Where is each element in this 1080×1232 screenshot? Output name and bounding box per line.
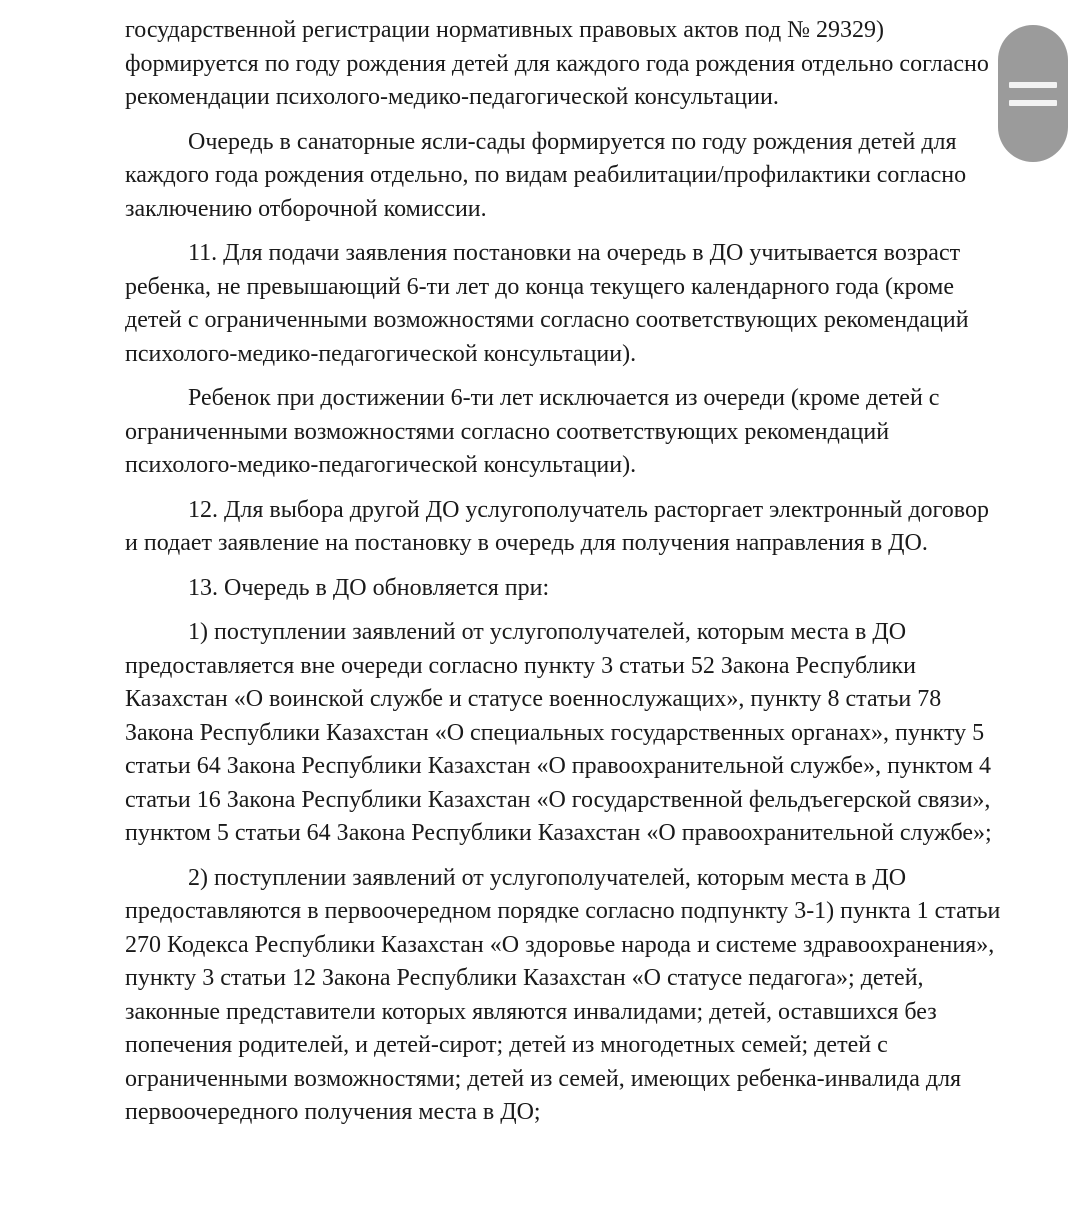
scroll-handle-button[interactable]: [998, 25, 1068, 162]
document-page: [125, 14, 1005, 1141]
paragraph-subitem-2: 2) поступлении заявлений от услугополучателей, которым места в ДО предоставляются в первоочередном порядке согласно подпункту 3-1) пункта 1 статьи 270 Кодекса Республики Казахстан «О здоровье народа и системе здравоохранения», пункту 3 статьи 12 Закона Республики Казахстан «О статусе педагога»; детей, законные представители которых являются инвалидами; детей, оставшихся без попечения родителей, и детей-сирот; детей из многодетных семей; детей с ограниченными возможностями; детей из семей, имеющих ребенка-инвалида для первоочередного получения места в ДО;: [125, 864, 1001, 1125]
paragraph-item-12: 12. Для выбора другой ДО услугополучатель расторгает электронный договор и подает заявление на постановку в очередь для получения направления в ДО.: [125, 496, 989, 556]
paragraph-sanatorium-queue: Очередь в санаторные ясли-сады формируется по году рождения детей для каждого года рождения отдельно, по видам реабилитации/профилактики согласно заключению отборочной комиссии.: [125, 128, 967, 222]
drag-handle-icon: [998, 25, 1068, 162]
paragraph-subitem-1: 1) поступлении заявлений от услугополучателей, которым места в ДО предоставляется вне очереди согласно пункту 3 статьи 52 Закона Республики Казахстан «О воинской службе и статусе военнослужащих», пункту 8 статьи 78 Закона Республики Казахстан «О специальных государственных органах», пункту 5 статьи 64 Закона Республики Казахстан «О правоохранительной службе», пунктом 4 статьи 16 Закона Республики Казахстан «О государственной фельдъегерской связи», пунктом 5 статьи 64 Закона Республики Казахстан «О правоохранительной службе»;: [125, 619, 992, 846]
paragraph-registration-continuation: государственной регистрации нормативных правовых актов под № 29329) формируется по году рождения детей для каждого года рождения отдельно согласно рекомендации психолого-медико-педагогической консультации.: [125, 17, 989, 110]
paragraph-child-exclusion: Ребенок при достижении 6-ти лет исключается из очереди (кроме детей с ограниченными возможностями согласно соответствующих рекомендаций психолого-медико-педагогической консультации).: [125, 385, 940, 478]
paragraph-item-13: 13. Очередь в ДО обновляется при:: [188, 574, 550, 601]
paragraph-item-11: 11. Для подачи заявления постановки на очередь в ДО учитывается возраст ребенка, не превышающий 6-ти лет до конца текущего календарного года (кроме детей с ограниченными возможностями согласно соответствующих рекомендаций психолого-медико-педагогической консультации).: [125, 240, 969, 367]
